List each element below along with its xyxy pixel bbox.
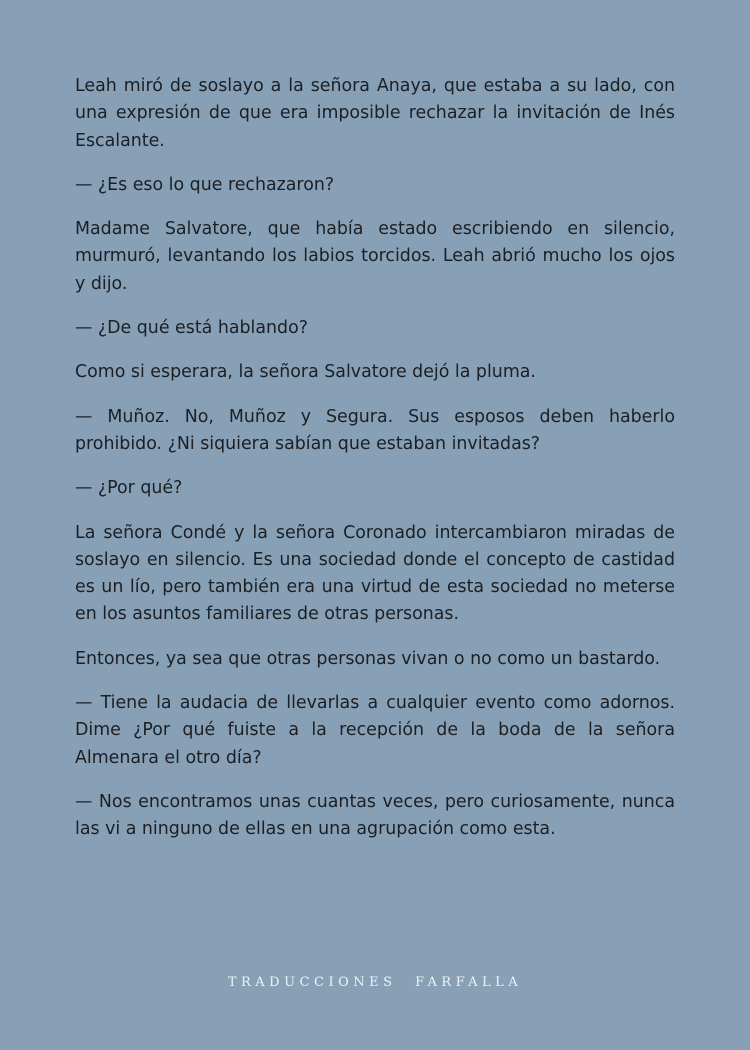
- page-body: [75, 73, 675, 861]
- paragraph: — Nos encontramos unas cuantas veces, pero curiosamente, nunca las vi a ninguno de ellas en una agrupación como esta.: [75, 791, 675, 840]
- paragraph: — Muñoz. No, Muñoz y Segura. Sus esposos deben haberlo prohibido. ¿Ni siquiera sabían que estaban invitadas?: [75, 406, 675, 454]
- paragraph: Leah miró de soslayo a la señora Anaya, que estaba a su lado, con una expresión de que era imposible rechazar la invitación de Inés Escalante.: [75, 76, 675, 151]
- paragraph: — ¿Por qué?: [75, 478, 183, 499]
- paragraph: — Tiene la audacia de llevarlas a cualquier evento como adornos. Dime ¿Por qué fuiste a la recepción de la boda de la señora Almenara el otro día?: [75, 693, 675, 768]
- paragraph: Madame Salvatore, que había estado escribiendo en silencio, murmuró, levantando los labios torcidos. Leah abrió mucho los ojos y dijo.: [75, 219, 675, 294]
- paragraph: — ¿De qué está hablando?: [75, 318, 308, 339]
- paragraph: Entonces, ya sea que otras personas vivan o no como un bastardo.: [75, 648, 661, 669]
- footer-credit: TRADUCCIONES FARFALLA: [227, 975, 523, 990]
- paragraph: — ¿Es eso lo que rechazaron?: [75, 174, 335, 195]
- paragraph: La señora Condé y la señora Coronado intercambiaron miradas de soslayo en silencio. Es una sociedad donde el concepto de castidad es un lío, pero también era una virtud de esta sociedad no meterse en los asuntos familiares de otras personas.: [75, 522, 675, 625]
- paragraph: Como si esperara, la señora Salvatore dejó la pluma.: [75, 362, 536, 383]
